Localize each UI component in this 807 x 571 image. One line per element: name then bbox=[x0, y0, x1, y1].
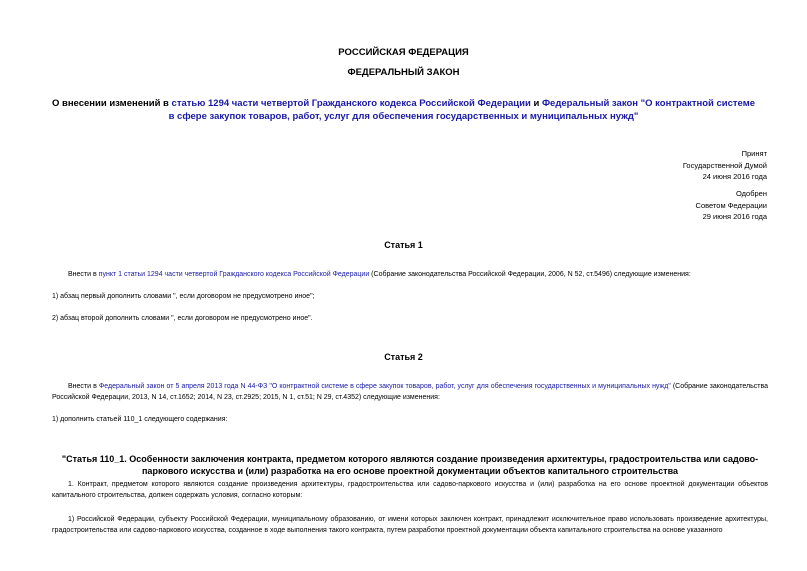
article1-intro-suffix: (Собрание законодательства Российской Федерации, 2006, N 52, ст.5496) следующие изменения: bbox=[369, 271, 691, 278]
article110-1-para1 bbox=[52, 479, 768, 501]
article1-heading: Статья 1 bbox=[384, 240, 423, 250]
approval-line2: Советом Федерации bbox=[695, 200, 767, 210]
adoption-block bbox=[683, 148, 767, 183]
law-type-heading: ФЕДЕРАЛЬНЫЙ ЗАКОН bbox=[347, 67, 460, 78]
article2-heading: Статья 2 bbox=[384, 352, 423, 362]
title-prefix: О внесении изменений в bbox=[51, 98, 172, 109]
article110-1-para1-text: 1. Контракт, предметом которого являются создание произведения архитектуры, градостроительства или садово-паркового искусства и (или) разработка на его основе проектной документации объектов капитального строительства, должен содержать условия, согласно которым: bbox=[52, 481, 768, 499]
article1-intro bbox=[52, 269, 768, 280]
title-link-civil-code[interactable]: статью 1294 части четвертой Гражданского кодекса Российской Федерации bbox=[171, 98, 531, 109]
article110-1-para2 bbox=[52, 514, 768, 536]
article1-item2: 2) абзац второй дополнить словами ", если договором не предусмотрено иное". bbox=[52, 315, 313, 322]
approval-date: 29 июня 2016 года bbox=[702, 212, 767, 221]
title-link-44fz[interactable]: Федеральный закон "О контрактной системе в сфере закупок товаров, работ, услуг для обеспечения государственных и муниципальных нужд" bbox=[168, 98, 756, 122]
article110-1-heading: "Статья 110_1. Особенности заключения контракта, предметом которого являются создание произведения архитектуры, градостроительства или садово-паркового искусства и (или) разработка на его основе проектной документации объектов капитального строительства bbox=[61, 454, 759, 476]
article1-intro-prefix: Внести в bbox=[68, 271, 99, 278]
law-title bbox=[50, 97, 757, 123]
article1-item1: 1) абзац первый дополнить словами ", если договором не предусмотрено иное"; bbox=[52, 293, 315, 300]
article2-intro-prefix: Внести в bbox=[68, 383, 99, 390]
country-heading: РОССИЙСКАЯ ФЕДЕРАЦИЯ bbox=[338, 47, 469, 58]
article110-1-para2-text: 1) Российской Федерации, субъекту Российской Федерации, муниципальному образованию, от имени которых заключен контракт, принадлежит исключительное право использовать произведение архитектуры, градостроительства или садово-паркового искусства, созданное в ходе выполнения такого контракта, путем разработки проектной документации объекта капитального строительства на основе указанного bbox=[52, 516, 768, 534]
article1-link[interactable]: пункт 1 статьи 1294 части четвертой Гражданского кодекса Российской Федерации bbox=[98, 271, 370, 278]
adoption-line2: Государственной Думой bbox=[682, 160, 767, 170]
approval-line1: Одобрен bbox=[736, 189, 767, 198]
article2-intro-suffix: (Собрание законодательства Российской Федерации, 2013, N 14, ст.1652; 2014, N 23, ст.2925; 2015, N 1, ст.51; N 29, ст.4352) следующие изменения: bbox=[52, 383, 768, 401]
article2-item1: 1) дополнить статьей 110_1 следующего содержания: bbox=[52, 416, 228, 423]
adoption-date: 24 июня 2016 года bbox=[702, 172, 767, 181]
approval-block bbox=[696, 188, 767, 223]
adoption-line1: Принят bbox=[741, 149, 767, 158]
article2-intro bbox=[52, 381, 768, 403]
article2-link[interactable]: Федеральный закон от 5 апреля 2013 года N 44-ФЗ "О контрактной системе в сфере закупок товаров, работ, услуг для обеспечения государственных и муниципальных нужд" bbox=[98, 383, 671, 390]
title-and: и bbox=[530, 98, 542, 109]
